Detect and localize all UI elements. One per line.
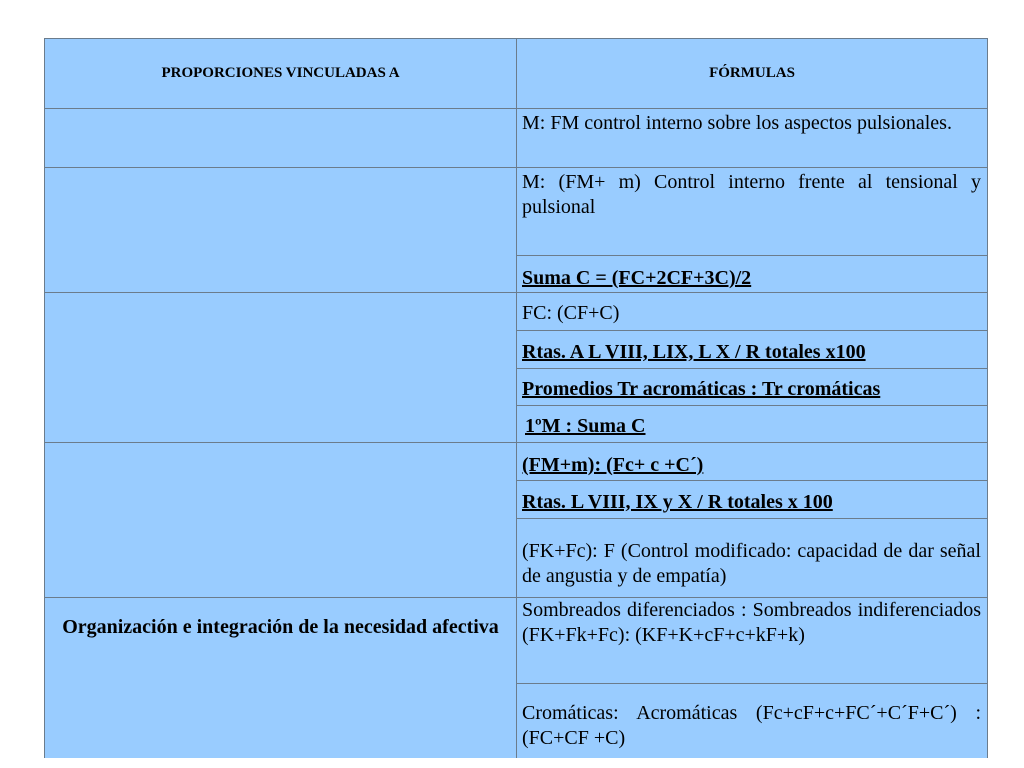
formula-cell [516,293,988,331]
header-formulas-label: FÓRMULAS [709,65,795,81]
formula-text: Rtas. A L VIII, LIX, L X / R totales x100 [522,341,866,363]
formula-text: Sombreados diferenciados : Sombreados indiferenciados (FK+Fk+Fc): (KF+K+cF+c+kF+k) [522,599,981,646]
formula-text: Promedios Tr acromáticas : Tr cromáticas [522,378,881,400]
row-tick [44,519,45,533]
organizacion-label: Organización e integración de la necesidad afectiva [62,616,499,638]
header-proporciones-label: PROPORCIONES VINCULADAS A [161,65,400,81]
formula-text: (FM+m): (Fc+ c +C´) [522,454,704,476]
formula-cell [516,406,988,443]
formula-text: (FK+Fc): F (Control modificado: capacidad de dar señal de angustia y de empatía) [522,540,981,587]
formula-text: FC: (CF+C) [522,302,620,324]
formula-text: Suma C = (FC+2CF+3C)/2 [522,267,752,289]
left-cell-3 [44,293,517,443]
left-cell-2 [44,168,517,293]
header-proporciones [44,38,517,109]
formula-text: M: (FM+ m) Control interno frente al tensional y pulsional [522,171,981,218]
formula-cell [516,369,988,406]
row-tick [44,406,45,420]
left-cell-4 [44,443,517,598]
row-tick [44,256,45,270]
formula-cell [516,443,988,481]
header-formulas [516,38,988,109]
formula-cell [516,481,988,519]
formula-cell [516,519,988,598]
formula-cell [516,256,988,293]
formula-cell [516,598,988,684]
formula-cell [516,109,988,168]
formula-text: Rtas. L VIII, IX y X / R totales x 100 [522,491,833,513]
formula-text: Cromáticas: Acromáticas (Fc+cF+c+FC´+C´F+C´) : (FC+CF +C) [522,702,981,749]
formula-cell [516,684,988,758]
left-cell-1 [44,109,517,168]
formula-cell [516,168,988,256]
formula-text: M: FM control interno sobre los aspectos pulsionales. [522,112,952,134]
formula-text: 1ºM : Suma C [525,415,646,437]
formula-cell [516,331,988,369]
